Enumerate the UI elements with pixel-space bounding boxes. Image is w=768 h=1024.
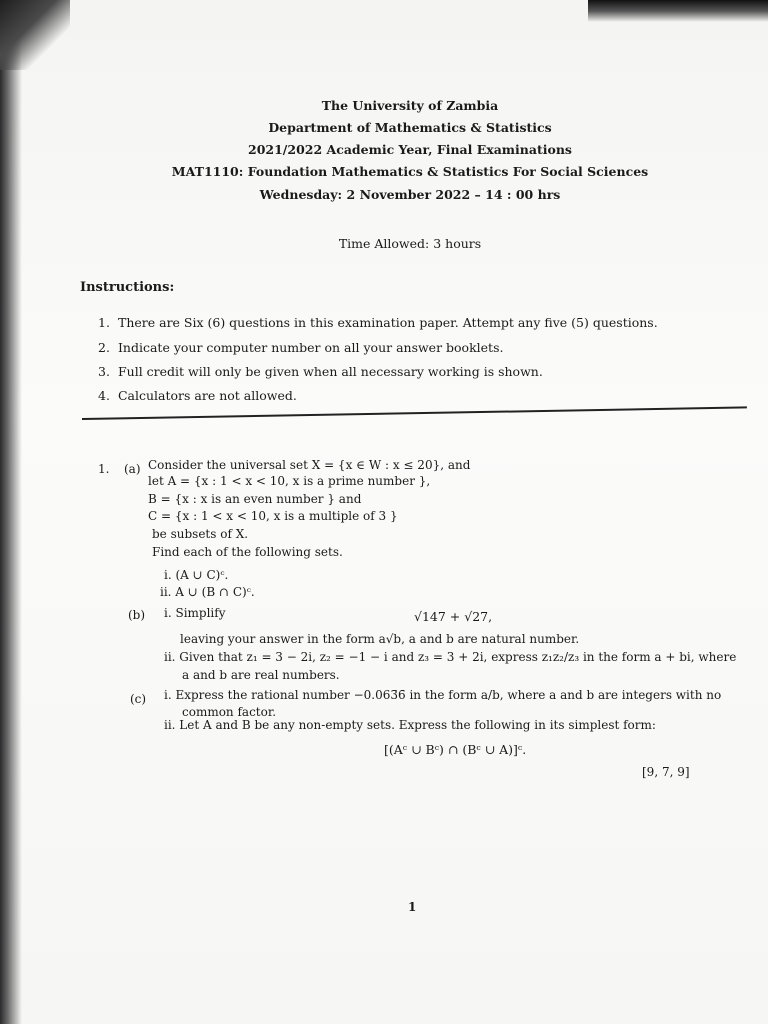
course-title: MAT1110: Foundation Mathematics & Statistics For Social Sciences [171,164,649,179]
section-divider [82,406,747,419]
university-name: The University of Zambia [321,98,499,113]
part-a-line: B = {x : x is an even number } and [148,492,362,506]
instruction-text: Indicate your computer number on all your answer booklets. [117,340,504,355]
part-c-ii: ii. Let A and B be any non-empty sets. Express the following in its simplest form: [164,718,656,732]
part-b-i: i. Simplify [164,606,226,620]
instruction-number: 1. [98,315,110,330]
instruction-item [98,388,297,403]
exam-date: Wednesday: 2 November 2022 – 14 : 00 hrs [259,187,561,202]
instructions-title: Instructions: [80,280,175,295]
scan-shadow-top-right [588,0,768,22]
time-allowed: Time Allowed: 3 hours [338,236,482,251]
part-b-ii: ii. Given that z₁ = 3 − 2i, z₂ = −1 − i and z₃ = 3 + 2i, express z₁z₂/z₃ in the form a + bi, where [164,650,737,664]
instruction-text: There are Six (6) questions in this examination paper. Attempt any five (5) questions. [117,315,658,330]
question-number: 1. [98,462,110,476]
instruction-number: 3. [98,364,110,379]
part-a-ii: ii. A ∪ (B ∩ C)ᶜ. [160,585,255,599]
question-marks: [9, 7, 9] [642,765,690,779]
instruction-text: Calculators are not allowed. [117,388,297,403]
scan-fold-corner [0,0,70,70]
part-c-i: i. Express the rational number −0.063̄6̄ in the form a/b, where a and b are integers with no [164,688,722,702]
part-a-line: C = {x : 1 < x < 10, x is a multiple of 3 } [148,509,398,523]
instruction-number: 2. [98,340,110,355]
part-b-label: (b) [128,608,146,622]
part-b-i-line: leaving your answer in the form a√b, a and b are natural number. [180,632,580,646]
part-a-label: (a) [124,462,141,476]
instruction-item [98,340,503,355]
instruction-text: Full credit will only be given when all necessary working is shown. [117,364,543,379]
scan-shadow-left [0,0,22,1024]
academic-year: 2021/2022 Academic Year, Final Examinations [248,142,572,157]
part-c-label: (c) [130,692,147,706]
part-a-line: Find each of the following sets. [152,545,343,559]
part-a-line: let A = {x : 1 < x < 10, x is a prime number }, [148,474,431,488]
part-c-ii-expression: [(Aᶜ ∪ Bᶜ) ∩ (Bᶜ ∪ A)]ᶜ. [384,742,527,757]
page-number: 1 [408,900,417,914]
part-a-i: i. (A ∪ C)ᶜ. [164,568,229,582]
department-name: Department of Mathematics & Statistics [268,120,552,135]
part-a-line: Consider the universal set X = {x ∈ W : x ≤ 20}, and [148,458,471,472]
instruction-number: 4. [98,388,110,403]
instruction-item [98,315,658,330]
part-b-ii-line: a and b are real numbers. [182,668,340,682]
part-c-i-line: common factor. [182,705,277,719]
part-b-i-expression: √147 + √27, [414,609,493,624]
instruction-item [98,364,543,379]
part-a-line: be subsets of X. [152,527,249,541]
